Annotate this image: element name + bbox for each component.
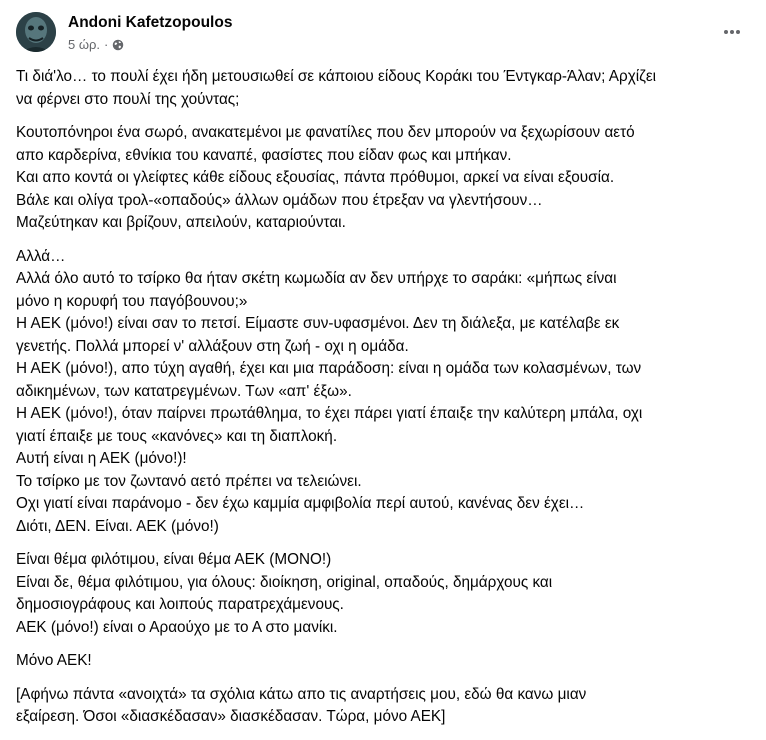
more-options-button[interactable] [718, 18, 746, 46]
post-paragraph [16, 684, 746, 729]
post-text-line: Αλλά όλο αυτό το τσίρκο θα ήταν σκέτη κωμωδία αν δεν υπήρχε το σαράκι: «μήπως είναι [16, 270, 617, 287]
post-text-line: να φέρνει στο πουλί της χούντας; [16, 90, 240, 108]
post-text-line: δημοσιογράφους και λοιπούς παρατρεχάμενους. [16, 596, 344, 613]
post-paragraph [16, 122, 746, 235]
post-text-line: Μαζεύτηκαν και βρίζουν, απειλούν, καταριούνται. [16, 214, 346, 231]
post-paragraph [16, 66, 746, 111]
post-text-line: μόνο η κορυφή του παγόβουνου;» [16, 292, 248, 310]
post-text-line: Τι διά'λο… το πουλί έχει ήδη μετουσιωθεί σε κάποιου είδους Κοράκι του Έντγκαρ-Άλαν; Αρχίζει [16, 68, 657, 85]
post-text-line: Η ΑΕΚ (μόνο!), όταν παίρνει πρωτάθλημα, το έχει πάρει γιατί έπαιξε την καλύτερη μπάλα, οχι [16, 405, 643, 422]
post-text-line: αδικημένων, των κατατρεγμένων. Των «απ' έξω». [16, 382, 352, 400]
post-paragraph [16, 650, 746, 673]
post-text [16, 66, 746, 740]
post-text-line: Η ΑΕΚ (μόνο!) είναι σαν το πετσί. Είμαστε συν-υφασμένοι. Δεν τη διάλεξα, με κατέλαβε εκ [16, 315, 620, 332]
post-time[interactable]: 5 ώρ. [68, 37, 100, 52]
post-paragraph [16, 549, 746, 639]
post-text-line: Αυτή είναι η ΑΕΚ (μόνο!)! [16, 450, 187, 467]
post-text-line: Οχι γιατί είναι παράνομο - δεν έχω καμμία αμφιβολία περί αυτού, κανένας δεν έχει… [16, 495, 585, 512]
post-text-line: Και απο κοντά οι γλείφτες κάθε είδους εξουσίας, πάντα πρόθυμοι, αρκεί να είναι εξουσία. [16, 169, 615, 186]
avatar[interactable] [16, 12, 56, 52]
post-text-line: Η ΑΕΚ (μόνο!), απο τύχη αγαθή, έχει και μια παράδοση: είναι η ομάδα των κολασμένων, των [16, 360, 642, 377]
post-text-line: Αλλά… [16, 247, 66, 265]
more-horizontal-icon [722, 22, 742, 42]
post-text-line: Κουτοπόνηροι ένα σωρό, ανακατεμένοι με φανατίλες που δεν μπορούν να ξεχωρίσουν αετό [16, 124, 635, 141]
post-text-line: Είναι δε, θέμα φιλότιμου, για όλους: διοίκηση, original, οπαδούς, δημάρχους και [16, 573, 553, 591]
post-text-line: Το τσίρκο με τον ζωντανό αετό πρέπει να τελειώνει. [16, 472, 362, 490]
post-text-line: Μόνο ΑΕΚ! [16, 652, 92, 669]
post-text-line: Βάλε και ολίγα τρολ-«οπαδούς» άλλων ομάδων που έτρεξαν να γλεντήσουν… [16, 191, 543, 209]
post-text-line: ΑΕΚ (μόνο!) είναι ο Αραούχο με το Α στο μανίκι. [16, 618, 338, 636]
post-meta [68, 37, 124, 52]
post-text-line: Διότι, ΔΕΝ. Είναι. ΑΕΚ (μόνο!) [16, 517, 219, 535]
post-text-line: γιατί έπαιξε με τους «κανόνες» και τη διαπλοκή. [16, 427, 338, 445]
post-text-line: [Αφήνω πάντα «ανοιχτά» τα σχόλια κάτω απο τις αναρτήσεις μου, εδώ θα κανω μιαν [16, 685, 587, 703]
post-header [16, 12, 750, 56]
meta-separator: · [104, 37, 109, 52]
post-paragraph [16, 246, 746, 539]
post-text-line: γενετής. Πολλά μπορεί ν' αλλάξουν στη ζωή - οχι η ομάδα. [16, 337, 409, 355]
globe-icon[interactable] [112, 39, 124, 51]
post-text-line: Είναι θέμα φιλότιμου, είναι θέμα ΑΕΚ (ΜΟΝΟ!) [16, 551, 332, 568]
post-text-line: απο καρδερίνα, εθνίκια του καναπέ, φασίστες που είδαν φως και μπήκαν. [16, 146, 512, 164]
post-text-line: εξαίρεση. Όσοι «διασκέδασαν» διασκέδασαν. Τώρα, μόνο ΑΕΚ] [16, 708, 446, 725]
avatar-image [16, 12, 56, 52]
author-name[interactable]: Andoni Kafetzopoulos [68, 14, 233, 31]
